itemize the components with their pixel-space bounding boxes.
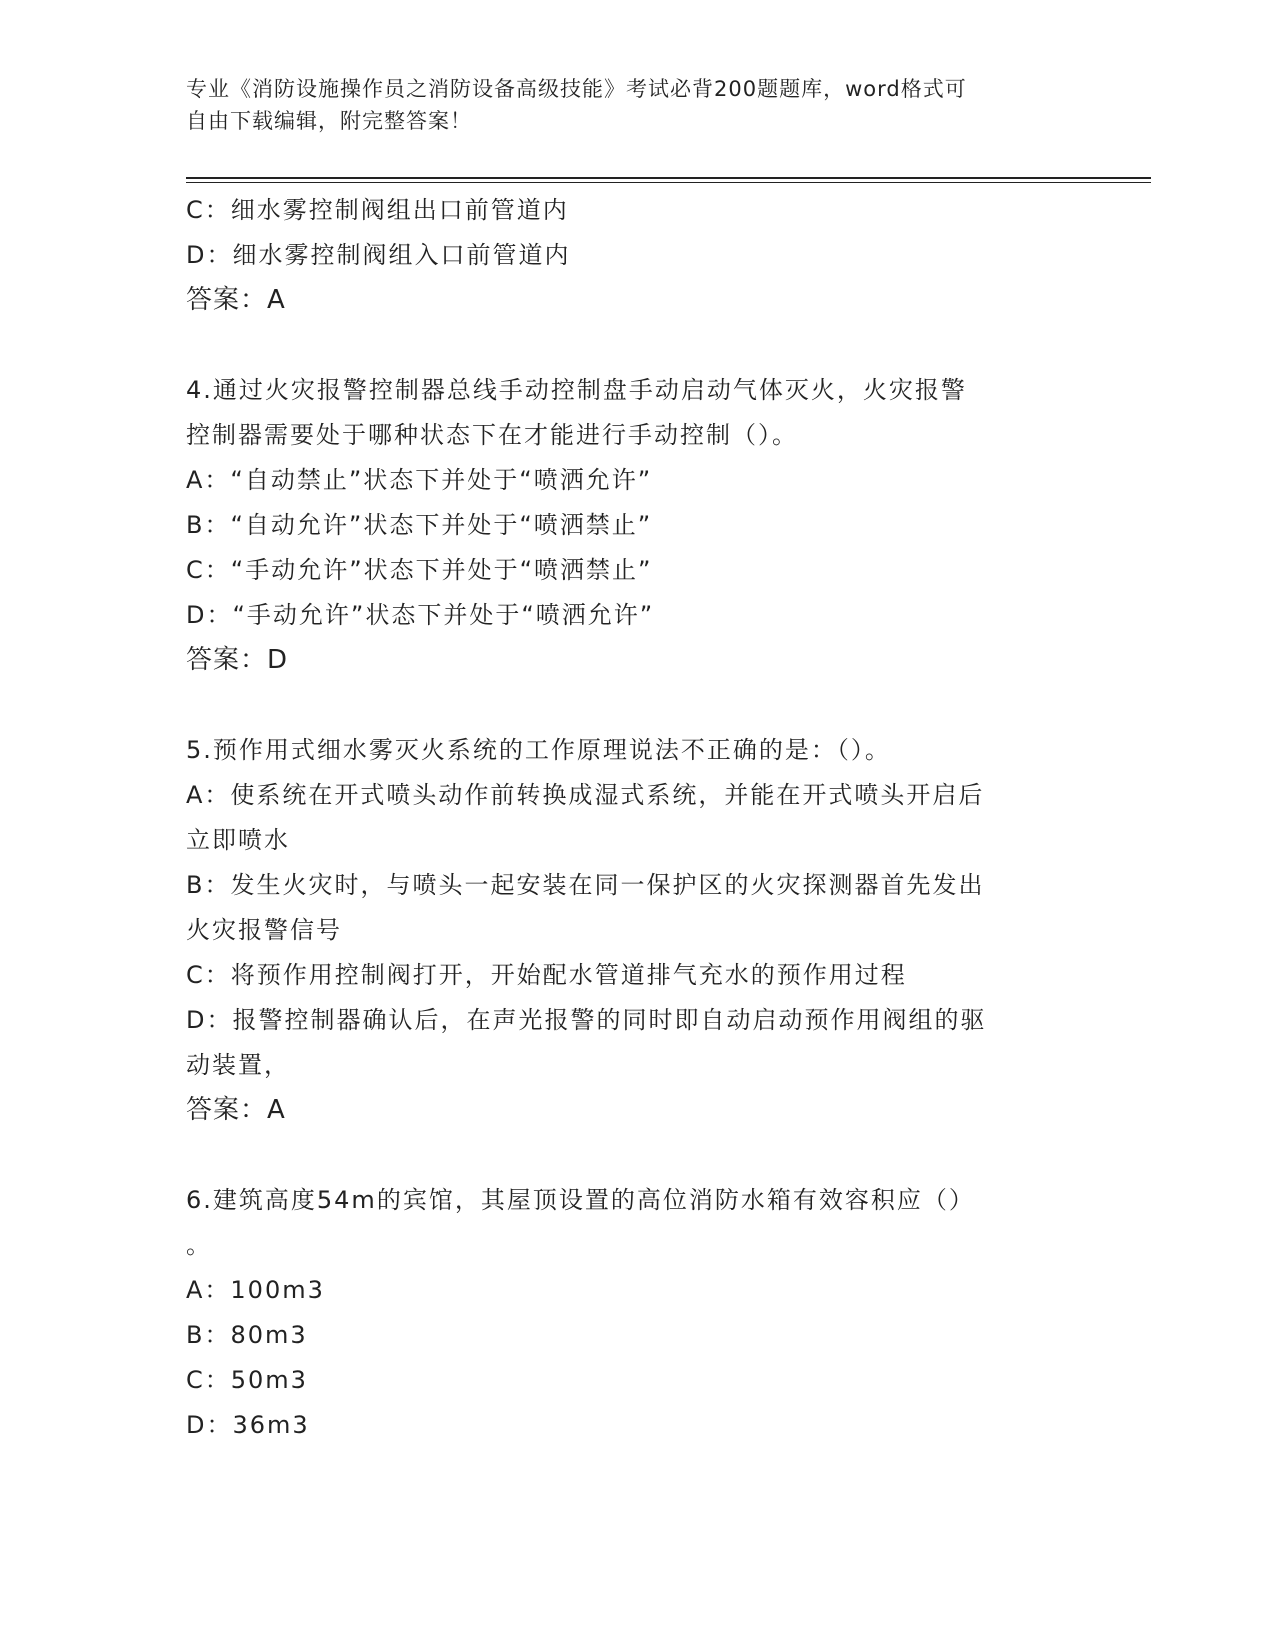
question-5-answer: 答案：A <box>186 1095 286 1125</box>
question-4-option-c: C：“手动允许”状态下并处于“喷洒禁止” <box>186 556 653 584</box>
question-3-option-d: D：细水雾控制阀组入口前管道内 <box>186 241 571 269</box>
spacer <box>186 323 1086 368</box>
question-5-option-d-line-1: D：报警控制器确认后，在声光报警的同时即自动启动预作用阀组的驱 <box>186 1006 987 1034</box>
spacer <box>186 683 1086 728</box>
question-6-stem-line-1: 6.建筑高度54m的宾馆，其屋顶设置的高位消防水箱有效容积应（） <box>186 1186 975 1214</box>
question-3-option-c: C：细水雾控制阀组出口前管道内 <box>186 196 569 224</box>
question-5-option-a-line-2: 立即喷水 <box>186 826 290 854</box>
question-4-stem-line-1: 4.通过火灾报警控制器总线手动控制盘手动启动气体灭火，火灾报警 <box>186 376 967 404</box>
question-6-option-d: D：36m3 <box>186 1411 310 1439</box>
question-4-option-d: D：“手动允许”状态下并处于“喷洒允许” <box>186 601 655 629</box>
question-3-fragment <box>186 188 1086 323</box>
question-4 <box>186 368 1086 683</box>
header-title-line-1: 专业《消防设施操作员之消防设备高级技能》考试必背200题题库，word格式可 <box>186 77 967 101</box>
header-title-line-2: 自由下载编辑，附完整答案！ <box>186 109 472 133</box>
question-4-stem-line-2: 控制器需要处于哪种状态下在才能进行手动控制（）。 <box>186 421 798 449</box>
spacer <box>186 1133 1086 1178</box>
question-5-option-b-line-1: B：发生火灾时，与喷头一起安装在同一保护区的火灾探测器首先发出 <box>186 871 985 899</box>
header-divider-thick <box>186 177 1151 179</box>
question-5-option-b-line-2: 火灾报警信号 <box>186 916 342 944</box>
question-list <box>186 188 1086 1448</box>
question-5-option-c: C：将预作用控制阀打开，开始配水管道排气充水的预作用过程 <box>186 961 907 989</box>
question-6-option-a: A：100m3 <box>186 1276 325 1304</box>
question-4-answer: 答案：D <box>186 645 289 675</box>
question-3-answer: 答案：A <box>186 285 286 315</box>
question-5 <box>186 728 1086 1133</box>
question-5-option-d-line-2: 动装置， <box>186 1051 290 1079</box>
question-5-option-a-line-1: A：使系统在开式喷头动作前转换成湿式系统，并能在开式喷头开启后 <box>186 781 985 809</box>
question-6-stem-line-2: 。 <box>186 1231 212 1259</box>
question-4-option-a: A：“自动禁止”状态下并处于“喷洒允许” <box>186 466 653 494</box>
question-6-option-b: B：80m3 <box>186 1321 308 1349</box>
question-5-stem: 5.预作用式细水雾灭火系统的工作原理说法不正确的是：（）。 <box>186 736 891 764</box>
header-divider-thin <box>186 182 1151 183</box>
question-4-option-b: B：“自动允许”状态下并处于“喷洒禁止” <box>186 511 653 539</box>
document-header <box>186 73 1076 137</box>
question-6-option-c: C：50m3 <box>186 1366 308 1394</box>
question-6 <box>186 1178 1086 1448</box>
